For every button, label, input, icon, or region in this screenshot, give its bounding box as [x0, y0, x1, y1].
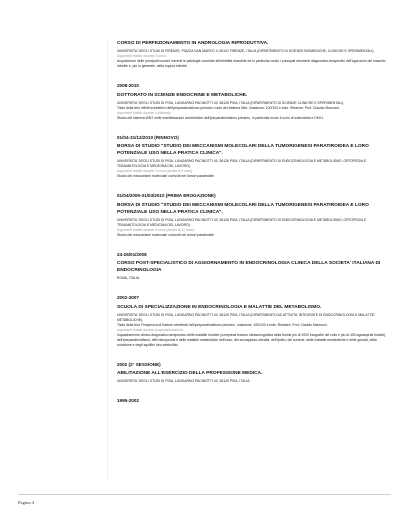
page-number: Pagina 4 [18, 500, 34, 505]
entry-title: SCUOLA DI SPECIALIZZAZIONE IN ENDOCRINOLOGIA E MALATTIE DEL METABOLISMO. [117, 304, 322, 310]
entry-thesis: Titolo della tesi: Frequenza di fratture vertebrali nell'iperparatiroidismo primario. Votazione: 100/100 e lode. Relatore: Prof. Claudio Marcocci. [117, 322, 328, 327]
entry-description: Studio del sistema WNT nelle manifestazioni scheletriche dell'iperparatiroidismo primario, in particolar modo il ruolo di sclerostina e DKK1. [117, 115, 325, 120]
entry-institution: UNIVERSITA' DEGLI STUDI DI PISA, LUNGARNO PACINOTTI 43, 56126 PISA, ITALIA (DIPARTIMENTO DI ENDOCRINOLOGIA E METABOLISMO, ORTOPEDIA E TRAUMATOLOGIA E MEDICINA DEL LAVORO). [117, 217, 367, 227]
entry-label: Argomenti trattati durante il corso: [117, 54, 167, 58]
entry-title: CORSO POST-SPECIALISTICO DI AGGIORNAMENTO IN ENDOCRINOLOGIA CLINICA DELLA SOCIETA' ITALIANA DI ENDOCRINOLOGIA [117, 261, 381, 273]
entry-institution: UNIVERSITA' DEGLI STUDI DI PISA, LUNGARNO PACINOTTI 43, 56126 PISA, ITALIA (DIPARTIMENTO DI ENDOCRINOLOGIA E METABOLISMO, ORTOPEDIA E TRAUMATOLOGIA E MEDICINA DEL LAVORO). [117, 159, 367, 168]
entry-date: 1995-2002 [117, 398, 139, 403]
entry-specializzazione [117, 295, 387, 348]
entry-date: 2002 (2° SESSIONE) [117, 361, 161, 367]
entry-andrologia [117, 40, 387, 69]
entry-institution: UNIVERSITA' DEGLI STUDI DI PISA, LUNGARNO PACINOTTI 43, 56126 PISA, ITALIA. [117, 379, 251, 383]
entry-corso-post-specialistico [117, 252, 387, 282]
entry-date: 01/04/2009-31/03/2010 (PRIMA EROGAZIONE) [117, 193, 216, 198]
entry-abilitazione [117, 362, 387, 385]
entry-date: 01/04-31/12/2010 (RINNOVO) [117, 134, 179, 140]
entry-title: CORSO DI PERFEZIONAMENTO IN ANDROLOGIA RIPRODUTTIVA. [117, 41, 269, 46]
entry-date: 2008-2010 [117, 83, 139, 88]
cv-education-section [117, 40, 387, 407]
entry-label: Argomenti trattati durante il dottorato: [117, 110, 172, 115]
entry-label: Argomenti trattati durante il corso (durata di 12 mesi): [117, 227, 195, 232]
entry-label: Argomenti trattati durante la specializzazione: [117, 327, 184, 332]
entry-title: ABILITAZIONE ALL'ESERCIZIO DELLA PROFESSIONE MEDICA. [117, 371, 263, 376]
entry-borsa-rinnovo [117, 135, 387, 180]
entry-borsa-prima [117, 193, 387, 238]
entry-description: Acquisizione delle principali nozioni inerenti le patologie correlate all'infertilità maschile ed in particolar modo i principali strumenti diagnostico-terapeutici dell'approccio del maschio infertile e, più in generale, della coppia infertile. [117, 59, 386, 68]
entry-dottorato [117, 83, 387, 121]
entry-label: Argomenti trattati durante il corso (durata di 9 mesi): [117, 169, 194, 173]
entry-institution: UNIVERSITA' DEGLI STUDI DI PISA, LUNGARNO PACINOTTI 43, 56126 PISA, ITALIA (DIPARTIMENTO DI SCIENZE CLINICHE E SPERIMENTALI). [117, 100, 345, 105]
entry-title: DOTTORATO IN SCIENZE ENDOCRINE E METABOLICHE. [117, 92, 248, 98]
entry-institution: UNIVERSITA' DEGLI STUDI DI FIRENZE, PIAZZA SAN MARCO 4, 50121 FIRENZE, ITALIA (DIPARTIMENTO DI SCIENZE BIOMEDICHE, CLINICHE E SPERIMENTALI). [117, 49, 375, 53]
entry-description: Studio dei meccanismi molecolari coinvolti nei tumori paratiroidei [117, 174, 215, 178]
entry-laurea [117, 398, 387, 405]
entry-description: Studio dei meccanismi molecolari coinvolti nei tumori paratiroidei [117, 232, 215, 237]
entry-institution: ROMA, ITALIA. [117, 276, 141, 280]
entry-title: BORSA DI STUDIO "STUDIO DEI MECCANISMI MOLECOLARI DELLA TUMORIGENESI PARATIROIDEA E LORO POTENZIALE USO NELLA PRATICA CLINICA". [117, 144, 369, 156]
entry-institution: UNIVERSITA' DEGLI STUDI DI PISA, LUNGARNO PACINOTTI 43, 56126 PISA, ITALIA (DIPARTIMENTO AD ATTIVITA' INTEGRATE DI ENDOCRINOLOGIA E MALATTIE METABOLICHE). [117, 312, 375, 322]
entry-date: 2002-2007 [117, 295, 139, 300]
entry-description: Inquadramento clinico-diagnostico-terapeutico delle malattie tiroidee (compresa lezione ultrasonografica della tiroide più di 2000 ecografie del collo e più di 400 agoaspirati tiroidei), dell'iperparatiroidismo, dell'osteoporosi e delle malattie metaboliche dell'osso, del sovrappeso-obesità, dell'ipofisi, del surrene, delle malattie metaboliche e delle gonadi, della nutrizione e degli squilibri idro-elettrolitici. [117, 332, 387, 347]
entry-thesis: Titolo della tesi: effetti scheletrici dell'iperparatiroidismo primario: ruolo del sistema Wnt. Votazione: 100/100 e lode. Relatore: Prof. Claudio Marcocci. [117, 105, 340, 110]
margin-rule [107, 40, 108, 480]
entry-date: 24-26/01/2008 [117, 251, 147, 257]
footer-divider [18, 494, 391, 495]
entry-title: BORSA DI STUDIO "STUDIO DEI MECCANISMI MOLECOLARI DELLA TUMORIGENESI PARATIROIDEA E LORO POTENZIALE USO NELLA PRATICA CLINICA". [117, 202, 369, 215]
